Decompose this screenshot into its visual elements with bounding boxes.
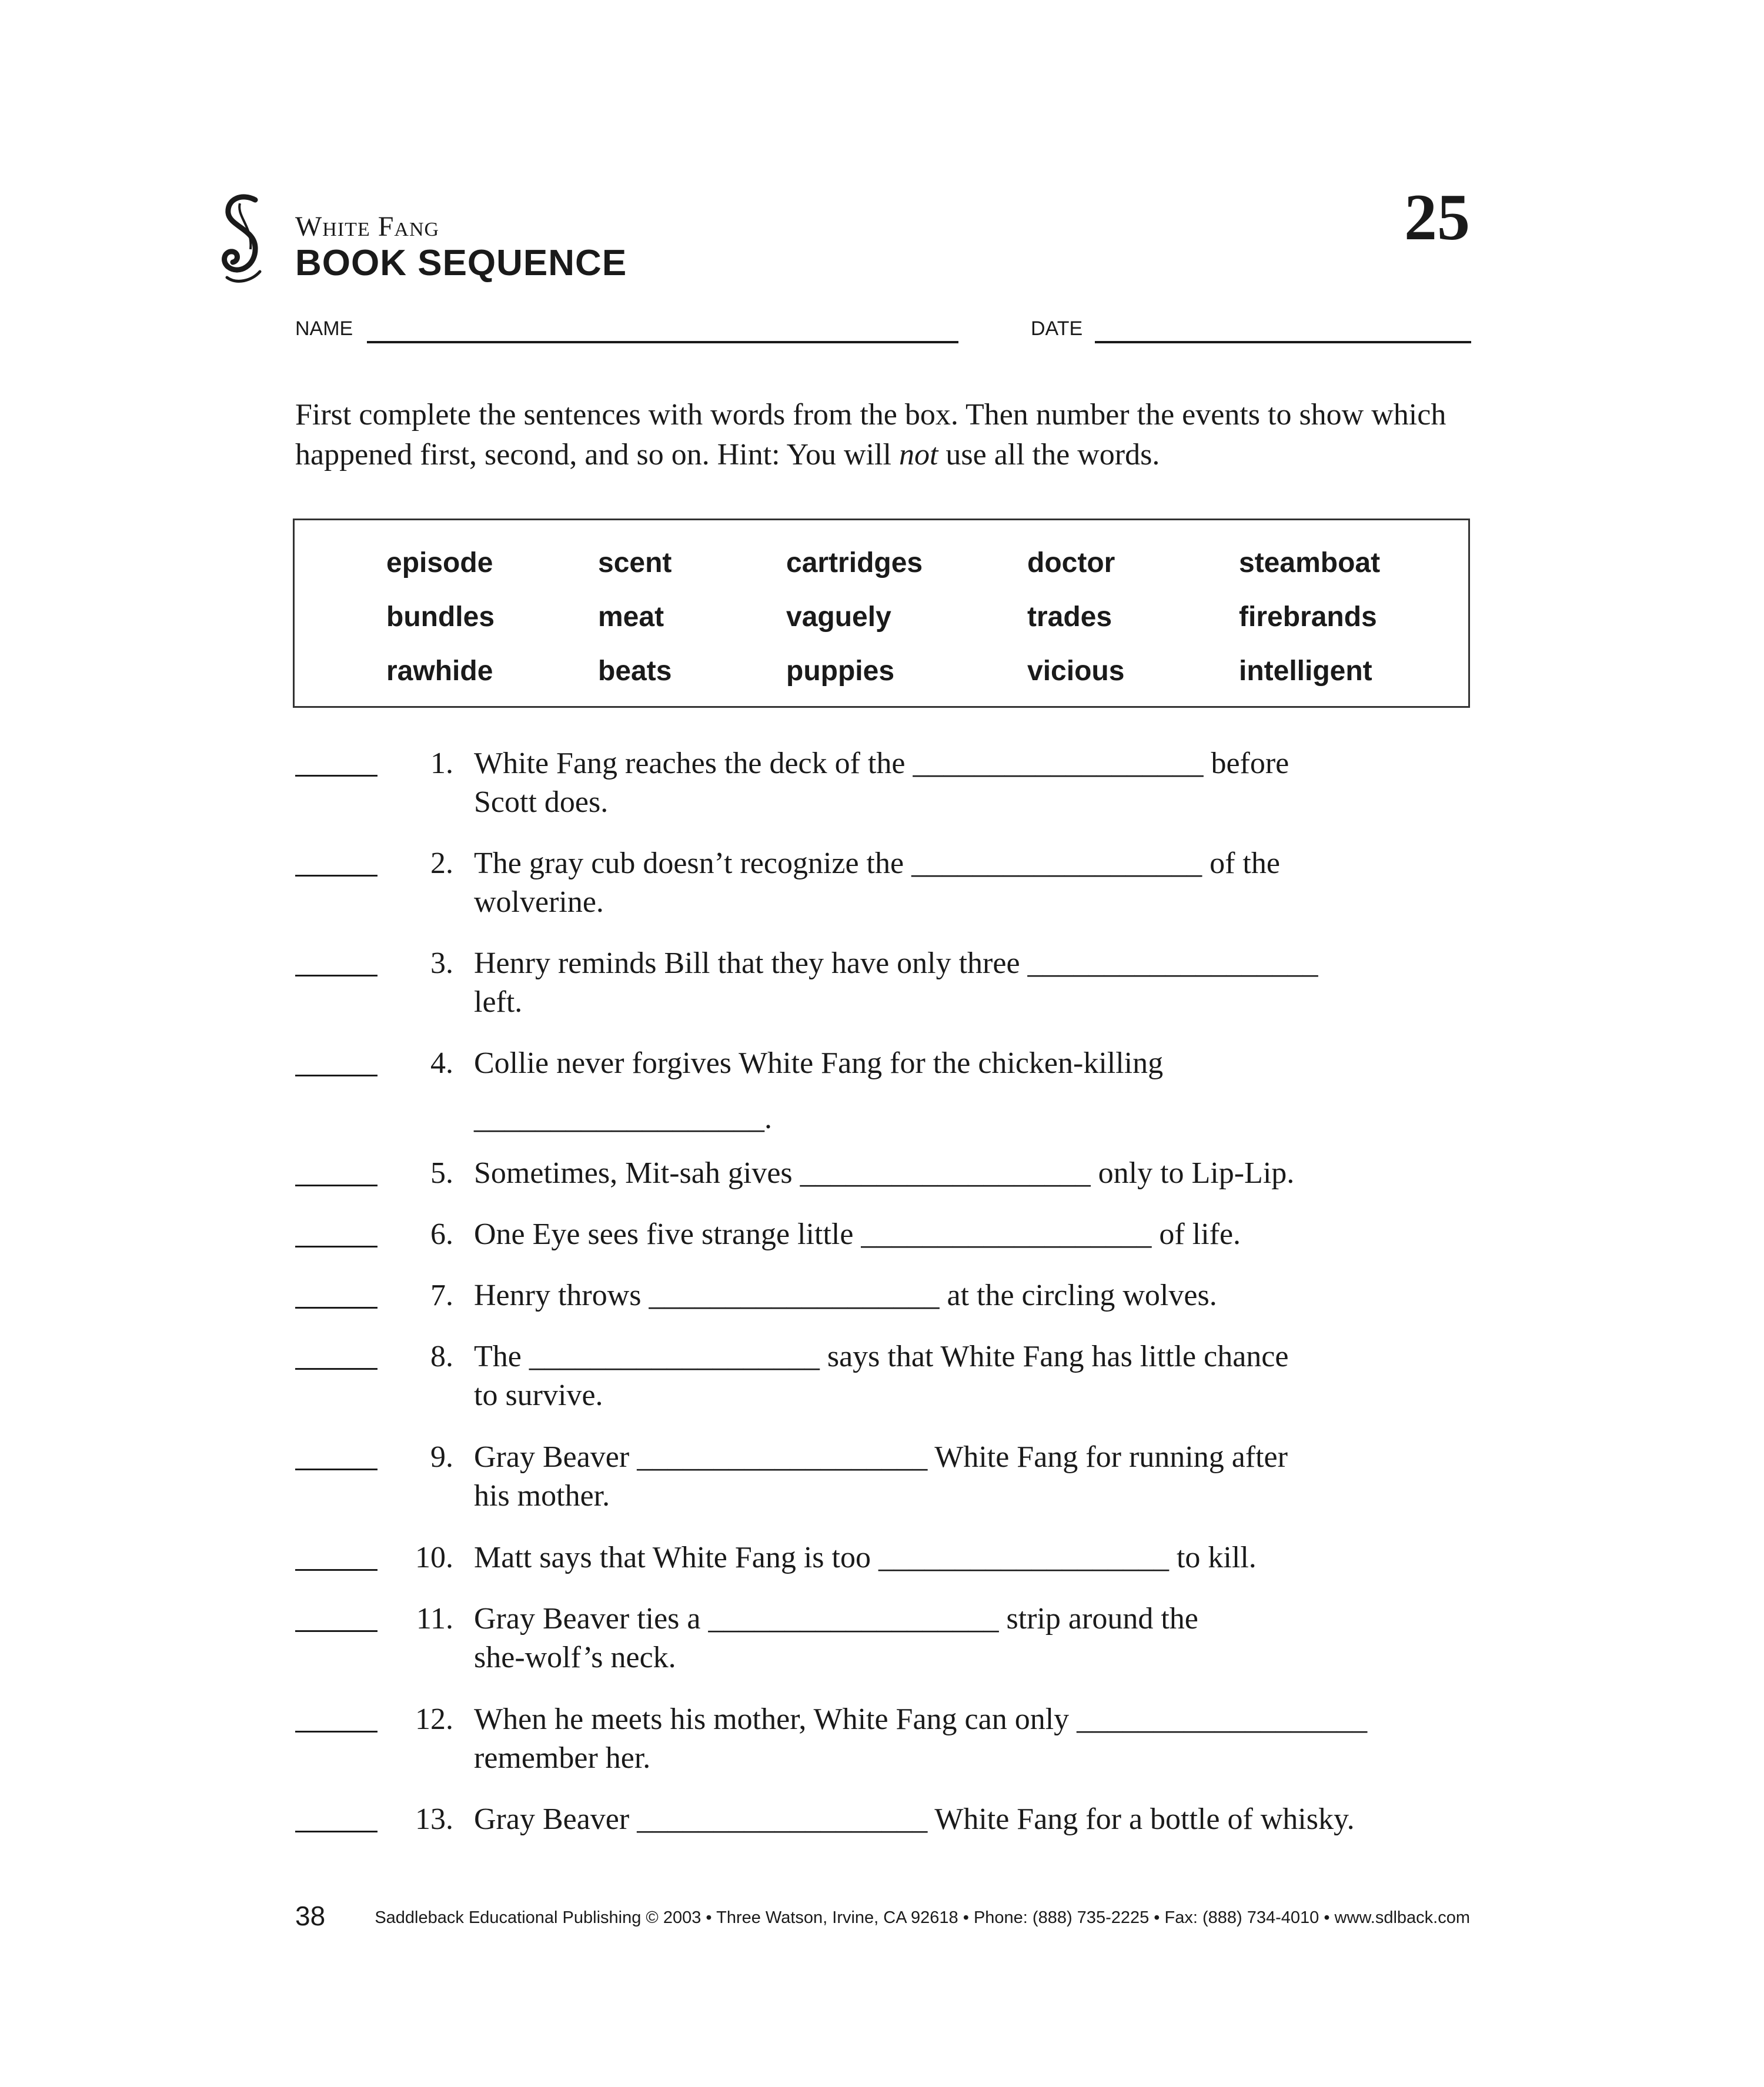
word-steamboat: steamboat (1239, 547, 1381, 578)
order-blank[interactable] (295, 975, 377, 976)
instructions-text-end: use all the words. (938, 438, 1160, 471)
word-episode: episode (386, 547, 493, 578)
word-doctor: doctor (1027, 547, 1115, 578)
item-text: Gray Beaver ___________________ White Fang for a bottle of whisky. (474, 1802, 1355, 1836)
item-text: Henry throws ___________________ at the circling wolves. (474, 1279, 1217, 1312)
word-scent: scent (598, 547, 672, 578)
order-blank[interactable] (295, 1569, 377, 1571)
item-text: The ___________________ says that White Fang has little chance (474, 1340, 1289, 1373)
word-cartridges: cartridges (786, 547, 923, 578)
instructions-emphasis: not (898, 438, 938, 471)
item-number: 4. (430, 1046, 453, 1080)
series-title: White Fang (295, 211, 440, 242)
item-number: 13. (415, 1802, 453, 1836)
item-text: Gray Beaver ___________________ White Fang for running after (474, 1440, 1288, 1474)
item-number: 9. (430, 1440, 453, 1474)
item-text: Henry reminds Bill that they have only three ___________________ (474, 946, 1318, 980)
order-blank[interactable] (295, 875, 377, 877)
order-blank[interactable] (295, 775, 377, 777)
word-meat: meat (598, 601, 664, 633)
word-firebrands: firebrands (1239, 601, 1377, 633)
item-text: White Fang reaches the deck of the ___________________ before (474, 747, 1289, 780)
order-blank[interactable] (295, 1368, 377, 1370)
item-text: Sometimes, Mit-sah gives ___________________ only to Lip-Lip. (474, 1156, 1295, 1190)
item-text: Collie never forgives White Fang for the chicken-killing (474, 1046, 1164, 1080)
page-title: BOOK SEQUENCE (295, 243, 627, 283)
item-number: 3. (430, 946, 453, 980)
item-text-continued: she-wolf’s neck. (474, 1641, 676, 1674)
order-blank[interactable] (295, 1185, 377, 1186)
word-vaguely: vaguely (786, 601, 891, 633)
name-label: NAME (295, 317, 353, 340)
order-blank[interactable] (295, 1246, 377, 1247)
order-blank[interactable] (295, 1831, 377, 1832)
word-trades: trades (1027, 601, 1112, 633)
word-intelligent: intelligent (1239, 655, 1372, 687)
instructions-text: First complete the sentences with words from the box. Then number the events to show which happened first, second, and so on. Hint: You will (295, 398, 1446, 471)
item-text-continued: remember her. (474, 1741, 651, 1775)
item-text: The gray cub doesn’t recognize the ___________________ of the (474, 847, 1280, 880)
item-number: 7. (430, 1279, 453, 1312)
item-number: 6. (430, 1218, 453, 1251)
order-blank[interactable] (295, 1731, 377, 1733)
order-blank[interactable] (295, 1307, 377, 1309)
item-text-continued: his mother. (474, 1479, 610, 1513)
instructions (295, 395, 1471, 475)
word-beats: beats (598, 655, 672, 687)
item-number: 5. (430, 1156, 453, 1190)
item-number: 1. (430, 747, 453, 780)
page-number: 38 (295, 1901, 326, 1931)
publisher-footer: Saddleback Educational Publishing © 2003 • Three Watson, Irvine, CA 92618 • Phone: (888) 735-2225 • Fax: (888) 734-4010 • www.sdlback.com (375, 1908, 1470, 1927)
item-number: 11. (416, 1602, 453, 1636)
item-text-continued: wolverine. (474, 885, 604, 919)
order-blank[interactable] (295, 1469, 377, 1470)
order-blank[interactable] (295, 1630, 377, 1632)
item-text-continued: Scott does. (474, 785, 609, 819)
item-number: 2. (430, 847, 453, 880)
item-number: 12. (415, 1703, 453, 1736)
item-text-continued: to survive. (474, 1379, 603, 1412)
item-number: 8. (430, 1340, 453, 1373)
name-field[interactable] (367, 341, 958, 343)
item-text-continued: left. (474, 985, 523, 1019)
word-vicious: vicious (1027, 655, 1125, 687)
item-text: Matt says that White Fang is too ___________________ to kill. (474, 1541, 1257, 1574)
date-label: DATE (1031, 317, 1083, 340)
item-text-continued: ___________________. (474, 1102, 772, 1135)
date-field[interactable] (1095, 341, 1471, 343)
worksheet-number: 25 (1404, 181, 1470, 254)
word-bundles: bundles (386, 601, 495, 633)
item-number: 10. (415, 1541, 453, 1574)
order-blank[interactable] (295, 1075, 377, 1076)
item-text: Gray Beaver ties a ___________________ strip around the (474, 1602, 1198, 1636)
item-text: When he meets his mother, White Fang can only ___________________ (474, 1703, 1368, 1736)
word-rawhide: rawhide (386, 655, 493, 687)
item-text: One Eye sees five strange little ___________________ of life. (474, 1218, 1241, 1251)
s-scroll-logo-icon (219, 193, 267, 287)
word-puppies: puppies (786, 655, 895, 687)
word-box (293, 519, 1470, 708)
